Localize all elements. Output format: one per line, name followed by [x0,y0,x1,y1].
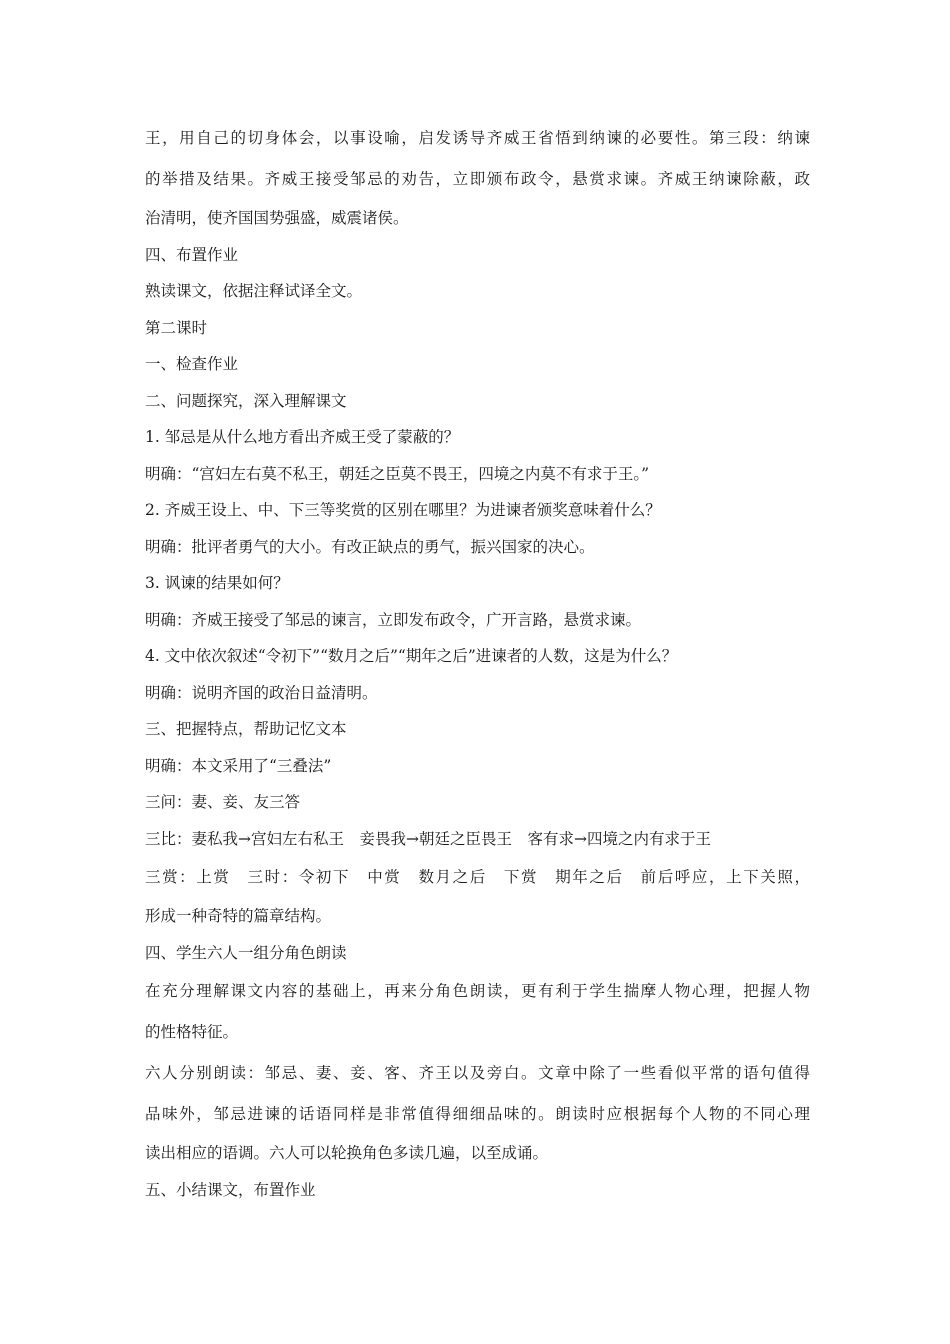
paragraph-line: 品味外，邹忌进谏的话语同样是非常值得细细品味的。朗读时应根据每个人物的不同心理 [145,1105,810,1123]
paragraph-line: 形成一种奇特的篇章结构。 [145,907,332,925]
answer-line: 明确：批评者勇气的大小。有改正缺点的勇气，振兴国家的决心。 [145,537,595,556]
question-line: 1. 邹忌是从什么地方看出齐威王受了蒙蔽的？ [145,428,460,446]
paragraph-line: 的举措及结果。齐威王接受邹忌的劝告，立即颁布政令，悬赏求谏。齐威王纳谏除蔽，政 [145,170,810,188]
section-heading: 五、小结课文，布置作业 [145,1180,316,1199]
document-body [145,118,810,1208]
paragraph-line: 熟读课文，依据注释试译全文。 [145,282,363,300]
section-heading: 三、把握特点，帮助记忆文本 [145,720,347,738]
answer-line: 明确：“宫妇左右莫不私王，朝廷之臣莫不畏王，四境之内莫不有求于王。” [145,464,650,483]
paragraph-line: 三赏：上赏 三时：令初下 中赏 数月之后 下赏 期年之后 前后呼应，上下关照， [145,868,810,886]
paragraph-line: 三比：妻私我→宫妇左右私王 妾畏我→朝廷之臣畏王 客有求→四境之内有求于王 [145,829,711,848]
answer-line: 明确：本文采用了“三叠法” [145,756,332,775]
paragraph-line: 三问：妻、妾、友三答 [145,793,301,811]
paragraph-line: 六人分别朗读：邹忌、妻、妾、客、齐王以及旁白。文章中除了一些看似平常的语句值得 [145,1064,810,1082]
paragraph-line: 治清明，使齐国国势强盛，威震诸侯。 [145,209,409,227]
paragraph-line: 王，用自己的切身体会，以事设喻，启发诱导齐威王省悟到纳谏的必要性。第三段：纳谏 [145,129,810,147]
section-heading: 一、检查作业 [145,355,239,373]
answer-line: 明确：说明齐国的政治日益清明。 [145,683,378,702]
lesson-heading: 第二课时 [145,318,208,337]
paragraph-line: 读出相应的语调。六人可以轮换角色多读几遍，以至成诵。 [145,1144,549,1162]
section-heading: 二、问题探究，深入理解课文 [145,391,347,410]
paragraph-line: 的性格特征。 [145,1023,239,1041]
section-heading: 四、学生六人一组分角色朗读 [145,943,347,962]
question-line: 4. 文中依次叙述“令初下”“数月之后”“期年之后”进谏者的人数，这是为什么？ [145,647,678,665]
paragraph-line: 在充分理解课文内容的基础上，再来分角色朗读，更有利于学生揣摩人物心理，把握人物 [145,982,810,1000]
section-heading: 四、布置作业 [145,245,239,264]
question-line: 2. 齐威王设上、中、下三等奖赏的区别在哪里？为进谏者颁奖意味着什么？ [145,501,661,519]
question-line: 3. 讽谏的结果如何？ [145,574,289,592]
answer-line: 明确：齐威王接受了邹忌的谏言，立即发布政令，广开言路，悬赏求谏。 [145,610,642,629]
